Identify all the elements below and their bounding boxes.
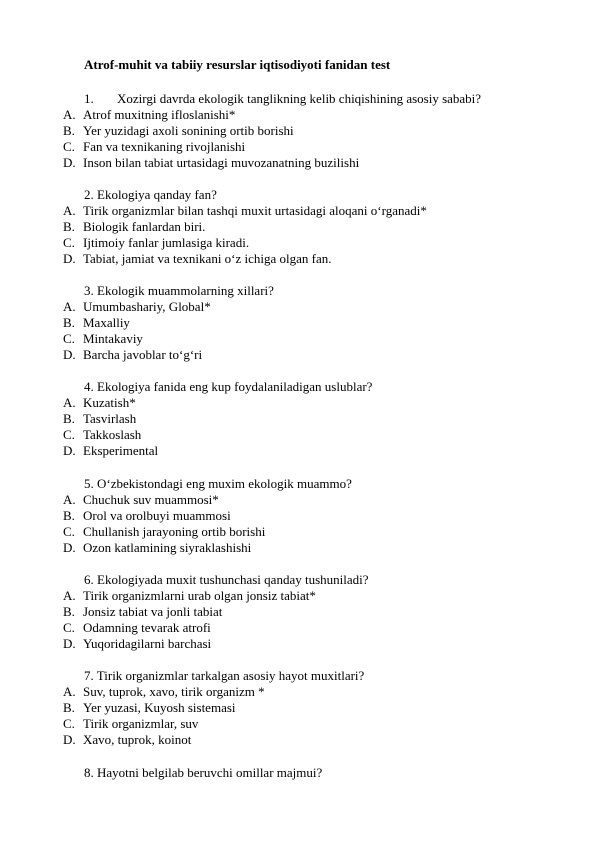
option-text: Xavo, tuprok, koinot <box>83 732 192 747</box>
option-letter: C. <box>63 524 75 539</box>
option-letter: D. <box>63 251 76 266</box>
question-4: 4. Ekologiya fanida eng kup foydalaniladigan uslublar? <box>84 379 373 394</box>
option-6b <box>63 604 222 620</box>
option-4b <box>63 411 136 427</box>
option-4d <box>63 443 158 459</box>
option-letter: B. <box>63 700 75 715</box>
question-7: 7. Tirik organizmlar tarkalgan asosiy hayot muxitlari? <box>84 668 365 683</box>
option-2a <box>63 203 427 219</box>
option-6c <box>63 620 211 636</box>
question-8: 8. Hayotni belgilab beruvchi omillar majmui? <box>84 765 323 780</box>
option-text: Maxalliy <box>83 315 130 330</box>
option-5d <box>63 540 251 556</box>
option-letter: C. <box>63 427 75 442</box>
option-text: Yer yuzasi, Kuyosh sistemasi <box>83 700 236 715</box>
option-3b <box>63 315 130 331</box>
option-text: Atrof muxitning ifloslanishi* <box>83 107 236 122</box>
option-2b <box>63 219 205 235</box>
option-7a <box>63 684 265 700</box>
option-4c <box>63 427 141 443</box>
option-letter: A. <box>63 588 76 603</box>
question-5: 5. O‘zbekistondagi eng muxim ekologik muammo? <box>84 476 352 491</box>
option-letter: A. <box>63 107 76 122</box>
option-letter: B. <box>63 411 75 426</box>
option-letter: B. <box>63 123 75 138</box>
option-letter: D. <box>63 443 76 458</box>
option-text: Yer yuzidagi axoli sonining ortib borishi <box>83 123 294 138</box>
option-letter: B. <box>63 508 75 523</box>
option-letter: C. <box>63 331 75 346</box>
option-text: Suv, tuprok, xavo, tirik organizm * <box>83 684 265 699</box>
option-letter: A. <box>63 684 76 699</box>
option-letter: A. <box>63 203 76 218</box>
option-text: Eksperimental <box>83 443 159 458</box>
option-text: Jonsiz tabiat va jonli tabiat <box>83 604 223 619</box>
option-letter: C. <box>63 139 75 154</box>
option-text: Orol va orolbuyi muammosi <box>83 508 231 523</box>
option-letter: A. <box>63 299 76 314</box>
question-text: Xozirgi davrda ekologik tanglikning kelib chiqishining asosiy sababi? <box>117 91 482 106</box>
option-text: Kuzatish* <box>83 395 136 410</box>
option-2c <box>63 235 249 251</box>
option-text: Chullanish jarayoning ortib borishi <box>83 524 266 539</box>
option-letter: D. <box>63 155 76 170</box>
option-6a <box>63 588 316 604</box>
option-1d <box>63 155 359 171</box>
option-text: Chuchuk suv muammosi* <box>83 492 219 507</box>
option-7b <box>63 700 236 716</box>
option-text: Tabiat, jamiat va texnikani o‘z ichiga olgan fan. <box>83 251 332 266</box>
option-text: Barcha javoblar to‘g‘ri <box>83 347 203 362</box>
option-text: Tirik organizmlar, suv <box>83 716 199 731</box>
option-text: Biologik fanlardan biri. <box>83 219 206 234</box>
option-letter: C. <box>63 620 75 635</box>
option-3c <box>63 331 143 347</box>
option-letter: D. <box>63 636 76 651</box>
option-6d <box>63 636 211 652</box>
option-letter: C. <box>63 235 75 250</box>
option-text: Fan va texnikaning rivojlanishi <box>83 139 246 154</box>
option-text: Inson bilan tabiat urtasidagi muvozanatning buzilishi <box>83 155 360 170</box>
option-text: Tasvirlash <box>83 411 137 426</box>
option-letter: C. <box>63 716 75 731</box>
option-4a <box>63 395 136 411</box>
document-title: Atrof-muhit va tabiiy resurslar iqtisodiyoti fanidan test <box>84 57 391 72</box>
option-letter: D. <box>63 540 76 555</box>
option-text: Yuqoridagilarni barchasi <box>83 636 212 651</box>
option-5b <box>63 508 231 524</box>
option-letter: A. <box>63 395 76 410</box>
option-text: Odamning tevarak atrofi <box>83 620 211 635</box>
option-letter: B. <box>63 315 75 330</box>
question-2: 2. Ekologiya qanday fan? <box>84 187 217 202</box>
option-3d <box>63 347 202 363</box>
option-7d <box>63 732 191 748</box>
option-letter: D. <box>63 347 76 362</box>
option-text: Ozon katlamining siyraklashishi <box>83 540 252 555</box>
option-letter: A. <box>63 492 76 507</box>
option-letter: D. <box>63 732 76 747</box>
option-text: Takkoslash <box>83 427 142 442</box>
option-3a <box>63 299 211 315</box>
option-7c <box>63 716 198 732</box>
option-1b <box>63 123 294 139</box>
question-3: 3. Ekologik muammolarning xillari? <box>84 283 274 298</box>
option-1a <box>63 107 235 123</box>
option-5c <box>63 524 265 540</box>
question-number: 1. <box>84 91 94 106</box>
question-1 <box>84 91 481 107</box>
question-6: 6. Ekologiyada muxit tushunchasi qanday tushuniladi? <box>84 572 369 587</box>
option-text: Tirik organizmlar bilan tashqi muxit urtasidagi aloqani o‘rganadi* <box>83 203 427 218</box>
option-text: Umumbashariy, Global* <box>83 299 211 314</box>
option-letter: B. <box>63 219 75 234</box>
option-5a <box>63 492 219 508</box>
option-text: Mintakaviy <box>83 331 143 346</box>
option-letter: B. <box>63 604 75 619</box>
option-1c <box>63 139 245 155</box>
option-2d <box>63 251 332 267</box>
option-text: Tirik organizmlarni urab olgan jonsiz tabiat* <box>83 588 316 603</box>
option-text: Ijtimoiy fanlar jumlasiga kiradi. <box>83 235 250 250</box>
